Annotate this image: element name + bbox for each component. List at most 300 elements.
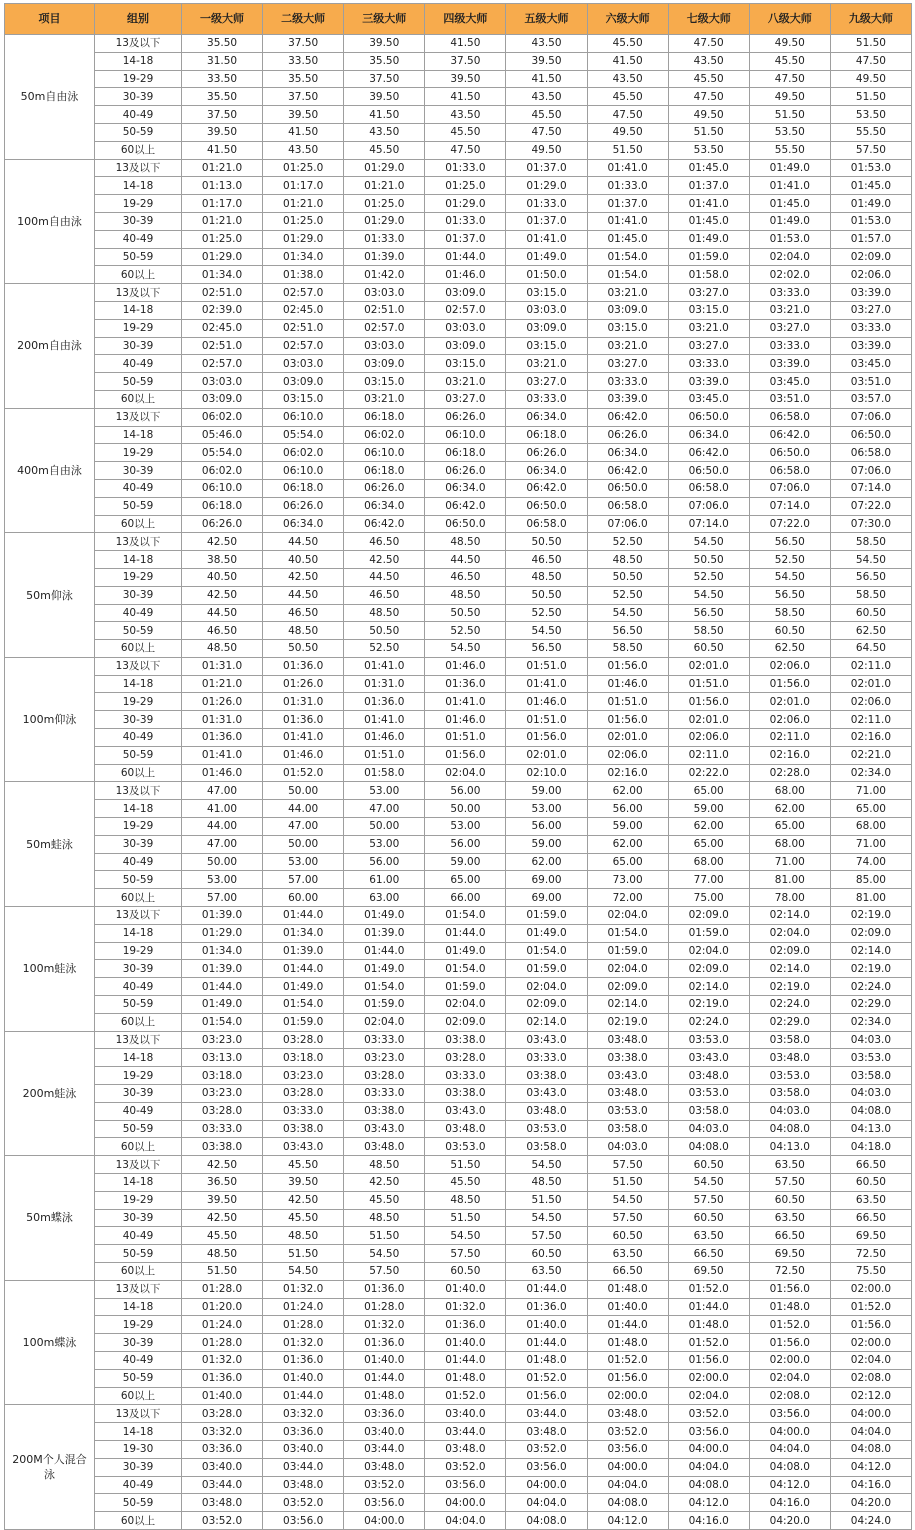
standard-time-cell: 57.50 bbox=[668, 1191, 749, 1209]
standard-time-cell: 39.50 bbox=[263, 1174, 344, 1192]
standard-time-cell: 06:26.0 bbox=[182, 515, 263, 533]
standard-time-cell: 06:02.0 bbox=[263, 444, 344, 462]
age-group-cell: 14-18 bbox=[95, 1049, 182, 1067]
standard-time-cell: 03:36.0 bbox=[263, 1423, 344, 1441]
standard-time-cell: 01:36.0 bbox=[506, 1298, 587, 1316]
standard-time-cell: 01:54.0 bbox=[425, 907, 506, 925]
age-group-cell: 60以上 bbox=[95, 889, 182, 907]
standard-time-cell: 62.00 bbox=[587, 835, 668, 853]
standard-time-cell: 03:27.0 bbox=[506, 373, 587, 391]
age-group-cell: 30-39 bbox=[95, 337, 182, 355]
standard-time-cell: 01:41.0 bbox=[182, 746, 263, 764]
standard-time-cell: 06:34.0 bbox=[587, 444, 668, 462]
standard-time-cell: 02:06.0 bbox=[668, 729, 749, 747]
age-group-cell: 40-49 bbox=[95, 729, 182, 747]
age-group-cell: 50-59 bbox=[95, 1245, 182, 1263]
standard-time-cell: 06:02.0 bbox=[182, 408, 263, 426]
header-level-8: 八级大师 bbox=[749, 4, 830, 35]
standard-time-cell: 01:41.0 bbox=[587, 159, 668, 177]
standard-time-cell: 01:56.0 bbox=[749, 1280, 830, 1298]
standard-time-cell: 42.50 bbox=[182, 1156, 263, 1174]
standard-time-cell: 01:33.0 bbox=[425, 159, 506, 177]
standard-time-cell: 02:06.0 bbox=[749, 711, 830, 729]
standard-time-cell: 41.50 bbox=[587, 52, 668, 70]
standard-time-cell: 03:48.0 bbox=[344, 1138, 425, 1156]
age-group-cell: 30-39 bbox=[95, 88, 182, 106]
standard-time-cell: 01:46.0 bbox=[182, 764, 263, 782]
age-group-cell: 50-59 bbox=[95, 746, 182, 764]
age-group-cell: 13及以下 bbox=[95, 35, 182, 53]
standard-time-cell: 35.50 bbox=[344, 52, 425, 70]
table-row bbox=[5, 1351, 912, 1369]
event-name-cell: 100m蛙泳 bbox=[5, 907, 95, 1032]
standard-time-cell: 47.00 bbox=[344, 800, 425, 818]
standard-time-cell: 01:49.0 bbox=[506, 248, 587, 266]
standard-time-cell: 06:42.0 bbox=[587, 462, 668, 480]
standard-time-cell: 01:42.0 bbox=[344, 266, 425, 284]
standard-time-cell: 02:04.0 bbox=[344, 1013, 425, 1031]
standard-time-cell: 04:03.0 bbox=[830, 1085, 911, 1103]
standard-time-cell: 02:21.0 bbox=[830, 746, 911, 764]
standard-time-cell: 02:57.0 bbox=[263, 337, 344, 355]
standard-time-cell: 03:27.0 bbox=[830, 301, 911, 319]
standard-time-cell: 53.00 bbox=[344, 835, 425, 853]
standard-time-cell: 01:20.0 bbox=[182, 1298, 263, 1316]
standard-time-cell: 47.50 bbox=[425, 141, 506, 159]
standard-time-cell: 02:08.0 bbox=[749, 1387, 830, 1405]
standard-time-cell: 63.50 bbox=[830, 1191, 911, 1209]
age-group-cell: 50-59 bbox=[95, 871, 182, 889]
standard-time-cell: 02:01.0 bbox=[749, 693, 830, 711]
standard-time-cell: 04:20.0 bbox=[830, 1494, 911, 1512]
table-row bbox=[5, 746, 912, 764]
standard-time-cell: 04:24.0 bbox=[830, 1512, 911, 1530]
standard-time-cell: 56.50 bbox=[749, 533, 830, 551]
standard-time-cell: 01:36.0 bbox=[182, 729, 263, 747]
age-group-cell: 30-39 bbox=[95, 835, 182, 853]
table-row bbox=[5, 123, 912, 141]
standard-time-cell: 52.50 bbox=[668, 568, 749, 586]
standard-time-cell: 06:18.0 bbox=[344, 408, 425, 426]
standard-time-cell: 06:58.0 bbox=[749, 408, 830, 426]
standard-time-cell: 01:52.0 bbox=[506, 1369, 587, 1387]
table-row bbox=[5, 195, 912, 213]
standard-time-cell: 01:39.0 bbox=[182, 960, 263, 978]
table-row bbox=[5, 408, 912, 426]
standard-time-cell: 51.50 bbox=[263, 1245, 344, 1263]
table-row bbox=[5, 640, 912, 658]
standard-time-cell: 03:27.0 bbox=[749, 319, 830, 337]
age-group-cell: 30-39 bbox=[95, 1085, 182, 1103]
standard-time-cell: 03:21.0 bbox=[587, 284, 668, 302]
standard-time-cell: 03:09.0 bbox=[344, 355, 425, 373]
standard-time-cell: 04:00.0 bbox=[425, 1494, 506, 1512]
standard-time-cell: 01:44.0 bbox=[263, 960, 344, 978]
age-group-cell: 19-29 bbox=[95, 195, 182, 213]
table-row bbox=[5, 1227, 912, 1245]
standard-time-cell: 58.50 bbox=[830, 586, 911, 604]
standard-time-cell: 01:51.0 bbox=[587, 693, 668, 711]
standard-time-cell: 03:09.0 bbox=[587, 301, 668, 319]
standard-time-cell: 02:29.0 bbox=[830, 996, 911, 1014]
standard-time-cell: 62.00 bbox=[587, 782, 668, 800]
standard-time-cell: 03:48.0 bbox=[668, 1067, 749, 1085]
standard-time-cell: 52.50 bbox=[749, 551, 830, 569]
table-row bbox=[5, 1138, 912, 1156]
standard-time-cell: 01:44.0 bbox=[425, 924, 506, 942]
standard-time-cell: 48.50 bbox=[263, 1227, 344, 1245]
standard-time-cell: 65.00 bbox=[668, 782, 749, 800]
standard-time-cell: 02:04.0 bbox=[668, 1387, 749, 1405]
standard-time-cell: 04:04.0 bbox=[425, 1512, 506, 1530]
standard-time-cell: 57.50 bbox=[344, 1262, 425, 1280]
standard-time-cell: 04:04.0 bbox=[749, 1440, 830, 1458]
standard-time-cell: 04:08.0 bbox=[668, 1476, 749, 1494]
standard-time-cell: 01:25.0 bbox=[263, 159, 344, 177]
standard-time-cell: 51.50 bbox=[425, 1209, 506, 1227]
standard-time-cell: 02:29.0 bbox=[749, 1013, 830, 1031]
event-name-cell: 100m仰泳 bbox=[5, 657, 95, 782]
standard-time-cell: 03:28.0 bbox=[182, 1405, 263, 1423]
standard-time-cell: 03:56.0 bbox=[506, 1458, 587, 1476]
standard-time-cell: 03:21.0 bbox=[344, 390, 425, 408]
standard-time-cell: 01:53.0 bbox=[830, 212, 911, 230]
event-name-cell: 200m自由泳 bbox=[5, 284, 95, 409]
standard-time-cell: 01:34.0 bbox=[263, 924, 344, 942]
standard-time-cell: 01:46.0 bbox=[587, 675, 668, 693]
standard-time-cell: 01:21.0 bbox=[344, 177, 425, 195]
age-group-cell: 19-29 bbox=[95, 319, 182, 337]
standard-time-cell: 03:38.0 bbox=[425, 1031, 506, 1049]
standard-time-cell: 03:40.0 bbox=[344, 1423, 425, 1441]
standard-time-cell: 57.50 bbox=[587, 1156, 668, 1174]
table-row bbox=[5, 533, 912, 551]
age-group-cell: 30-39 bbox=[95, 960, 182, 978]
standard-time-cell: 01:59.0 bbox=[344, 996, 425, 1014]
standard-time-cell: 02:14.0 bbox=[749, 960, 830, 978]
standard-time-cell: 04:04.0 bbox=[830, 1423, 911, 1441]
table-row bbox=[5, 106, 912, 124]
table-row bbox=[5, 782, 912, 800]
standard-time-cell: 03:52.0 bbox=[425, 1458, 506, 1476]
age-group-cell: 40-49 bbox=[95, 604, 182, 622]
standard-time-cell: 44.50 bbox=[344, 568, 425, 586]
standard-time-cell: 33.50 bbox=[182, 70, 263, 88]
standard-time-cell: 51.50 bbox=[182, 1262, 263, 1280]
standard-time-cell: 01:54.0 bbox=[344, 978, 425, 996]
standard-time-cell: 50.50 bbox=[263, 640, 344, 658]
standard-time-cell: 45.50 bbox=[263, 1209, 344, 1227]
standard-time-cell: 01:48.0 bbox=[749, 1298, 830, 1316]
event-name-cell: 100m自由泳 bbox=[5, 159, 95, 284]
standard-time-cell: 44.00 bbox=[263, 800, 344, 818]
standard-time-cell: 02:01.0 bbox=[587, 729, 668, 747]
standard-time-cell: 31.50 bbox=[182, 52, 263, 70]
standard-time-cell: 01:36.0 bbox=[344, 1280, 425, 1298]
standard-time-cell: 03:43.0 bbox=[506, 1031, 587, 1049]
standard-time-cell: 04:03.0 bbox=[830, 1031, 911, 1049]
standard-time-cell: 02:51.0 bbox=[182, 284, 263, 302]
table-row bbox=[5, 301, 912, 319]
standard-time-cell: 47.00 bbox=[182, 782, 263, 800]
age-group-cell: 60以上 bbox=[95, 515, 182, 533]
standard-time-cell: 03:56.0 bbox=[749, 1405, 830, 1423]
standard-time-cell: 02:14.0 bbox=[749, 907, 830, 925]
standard-time-cell: 01:46.0 bbox=[425, 657, 506, 675]
standard-time-cell: 42.50 bbox=[182, 1209, 263, 1227]
standard-time-cell: 06:42.0 bbox=[587, 408, 668, 426]
standard-time-cell: 03:15.0 bbox=[668, 301, 749, 319]
standard-time-cell: 01:39.0 bbox=[344, 924, 425, 942]
standard-time-cell: 01:48.0 bbox=[344, 1387, 425, 1405]
standard-time-cell: 62.50 bbox=[830, 622, 911, 640]
standard-time-cell: 43.50 bbox=[587, 70, 668, 88]
standard-time-cell: 69.50 bbox=[668, 1262, 749, 1280]
standard-time-cell: 03:53.0 bbox=[506, 1120, 587, 1138]
standard-time-cell: 03:39.0 bbox=[749, 355, 830, 373]
standard-time-cell: 01:13.0 bbox=[182, 177, 263, 195]
standard-time-cell: 41.50 bbox=[344, 106, 425, 124]
standard-time-cell: 04:04.0 bbox=[668, 1458, 749, 1476]
standard-time-cell: 46.50 bbox=[506, 551, 587, 569]
standard-time-cell: 69.50 bbox=[749, 1245, 830, 1263]
standard-time-cell: 01:49.0 bbox=[668, 230, 749, 248]
standard-time-cell: 03:23.0 bbox=[182, 1085, 263, 1103]
standard-time-cell: 01:37.0 bbox=[506, 212, 587, 230]
table-row bbox=[5, 1067, 912, 1085]
standard-time-cell: 03:48.0 bbox=[344, 1458, 425, 1476]
standard-time-cell: 47.00 bbox=[263, 818, 344, 836]
standard-time-cell: 68.00 bbox=[749, 835, 830, 853]
standard-time-cell: 56.50 bbox=[749, 586, 830, 604]
standard-time-cell: 03:28.0 bbox=[425, 1049, 506, 1067]
age-group-cell: 40-49 bbox=[95, 230, 182, 248]
table-row bbox=[5, 284, 912, 302]
standard-time-cell: 01:52.0 bbox=[668, 1280, 749, 1298]
standard-time-cell: 42.50 bbox=[344, 551, 425, 569]
standard-time-cell: 01:48.0 bbox=[587, 1334, 668, 1352]
standard-time-cell: 03:38.0 bbox=[182, 1138, 263, 1156]
standard-time-cell: 57.50 bbox=[587, 1209, 668, 1227]
standard-time-cell: 06:34.0 bbox=[263, 515, 344, 533]
standard-time-cell: 06:26.0 bbox=[425, 462, 506, 480]
standard-time-cell: 03:15.0 bbox=[587, 319, 668, 337]
standard-time-cell: 62.50 bbox=[749, 640, 830, 658]
age-group-cell: 13及以下 bbox=[95, 1405, 182, 1423]
age-group-cell: 19-29 bbox=[95, 693, 182, 711]
age-group-cell: 60以上 bbox=[95, 1512, 182, 1530]
standard-time-cell: 45.50 bbox=[425, 1174, 506, 1192]
standard-time-cell: 46.50 bbox=[425, 568, 506, 586]
standard-time-cell: 01:56.0 bbox=[587, 711, 668, 729]
header-level-4: 四级大师 bbox=[425, 4, 506, 35]
standard-time-cell: 54.50 bbox=[668, 533, 749, 551]
standard-time-cell: 04:08.0 bbox=[668, 1138, 749, 1156]
standard-time-cell: 03:27.0 bbox=[425, 390, 506, 408]
standard-time-cell: 01:28.0 bbox=[182, 1334, 263, 1352]
standard-time-cell: 03:27.0 bbox=[668, 337, 749, 355]
standard-time-cell: 03:58.0 bbox=[830, 1067, 911, 1085]
standard-time-cell: 01:33.0 bbox=[344, 230, 425, 248]
age-group-cell: 60以上 bbox=[95, 266, 182, 284]
standard-time-cell: 06:50.0 bbox=[668, 462, 749, 480]
standard-time-cell: 06:34.0 bbox=[668, 426, 749, 444]
standard-time-cell: 07:14.0 bbox=[668, 515, 749, 533]
standard-time-cell: 01:44.0 bbox=[425, 248, 506, 266]
standard-time-cell: 02:04.0 bbox=[668, 942, 749, 960]
table-row bbox=[5, 871, 912, 889]
standard-time-cell: 02:04.0 bbox=[749, 924, 830, 942]
standard-time-cell: 03:28.0 bbox=[344, 1067, 425, 1085]
age-group-cell: 40-49 bbox=[95, 1351, 182, 1369]
table-row bbox=[5, 1102, 912, 1120]
standard-time-cell: 37.50 bbox=[425, 52, 506, 70]
standard-time-cell: 03:43.0 bbox=[425, 1102, 506, 1120]
standard-time-cell: 01:48.0 bbox=[587, 1280, 668, 1298]
table-row bbox=[5, 551, 912, 569]
standard-time-cell: 57.50 bbox=[506, 1227, 587, 1245]
standard-time-cell: 02:34.0 bbox=[830, 764, 911, 782]
table-row bbox=[5, 88, 912, 106]
standard-time-cell: 03:56.0 bbox=[263, 1512, 344, 1530]
standard-time-cell: 02:14.0 bbox=[587, 996, 668, 1014]
standard-time-cell: 53.00 bbox=[506, 800, 587, 818]
standard-time-cell: 04:00.0 bbox=[830, 1405, 911, 1423]
standard-time-cell: 06:58.0 bbox=[587, 497, 668, 515]
standard-time-cell: 01:29.0 bbox=[344, 159, 425, 177]
table-row bbox=[5, 1334, 912, 1352]
standard-time-cell: 01:58.0 bbox=[668, 266, 749, 284]
age-group-cell: 40-49 bbox=[95, 978, 182, 996]
age-group-cell: 50-59 bbox=[95, 996, 182, 1014]
standard-time-cell: 51.50 bbox=[344, 1227, 425, 1245]
standard-time-cell: 52.50 bbox=[344, 640, 425, 658]
standard-time-cell: 66.50 bbox=[830, 1209, 911, 1227]
standard-time-cell: 03:48.0 bbox=[263, 1476, 344, 1494]
standard-time-cell: 46.50 bbox=[344, 533, 425, 551]
standard-time-cell: 59.00 bbox=[506, 835, 587, 853]
standard-time-cell: 53.50 bbox=[830, 106, 911, 124]
standard-time-cell: 73.00 bbox=[587, 871, 668, 889]
standard-time-cell: 45.50 bbox=[344, 1191, 425, 1209]
standard-time-cell: 03:53.0 bbox=[425, 1138, 506, 1156]
standard-time-cell: 01:49.0 bbox=[344, 960, 425, 978]
standard-time-cell: 01:49.0 bbox=[749, 159, 830, 177]
standard-time-cell: 45.50 bbox=[344, 141, 425, 159]
standard-time-cell: 02:04.0 bbox=[425, 996, 506, 1014]
standard-time-cell: 03:38.0 bbox=[587, 1049, 668, 1067]
standard-time-cell: 06:10.0 bbox=[263, 408, 344, 426]
standard-time-cell: 03:56.0 bbox=[425, 1476, 506, 1494]
standard-time-cell: 01:44.0 bbox=[587, 1316, 668, 1334]
standard-time-cell: 03:28.0 bbox=[263, 1031, 344, 1049]
standard-time-cell: 02:14.0 bbox=[668, 978, 749, 996]
age-group-cell: 13及以下 bbox=[95, 284, 182, 302]
standard-time-cell: 01:34.0 bbox=[263, 248, 344, 266]
event-name-cell: 50m仰泳 bbox=[5, 533, 95, 658]
standard-time-cell: 50.00 bbox=[425, 800, 506, 818]
standard-time-cell: 44.50 bbox=[425, 551, 506, 569]
standard-time-cell: 45.50 bbox=[587, 35, 668, 53]
standard-time-cell: 02:11.0 bbox=[830, 711, 911, 729]
table-row bbox=[5, 586, 912, 604]
standard-time-cell: 01:49.0 bbox=[506, 924, 587, 942]
standard-time-cell: 53.50 bbox=[668, 141, 749, 159]
age-group-cell: 19-29 bbox=[95, 1191, 182, 1209]
standard-time-cell: 03:40.0 bbox=[263, 1440, 344, 1458]
standard-time-cell: 03:09.0 bbox=[425, 284, 506, 302]
standard-time-cell: 03:15.0 bbox=[263, 390, 344, 408]
standard-time-cell: 72.50 bbox=[830, 1245, 911, 1263]
standard-time-cell: 56.00 bbox=[425, 835, 506, 853]
standard-time-cell: 02:04.0 bbox=[830, 1351, 911, 1369]
standard-time-cell: 01:52.0 bbox=[263, 764, 344, 782]
standard-time-cell: 01:41.0 bbox=[749, 177, 830, 195]
standard-time-cell: 04:08.0 bbox=[749, 1120, 830, 1138]
standard-time-cell: 01:59.0 bbox=[587, 942, 668, 960]
standard-time-cell: 02:19.0 bbox=[587, 1013, 668, 1031]
standard-time-cell: 01:21.0 bbox=[263, 195, 344, 213]
standard-time-cell: 75.00 bbox=[668, 889, 749, 907]
standard-time-cell: 44.00 bbox=[182, 818, 263, 836]
standard-time-cell: 03:38.0 bbox=[425, 1085, 506, 1103]
header-level-7: 七级大师 bbox=[668, 4, 749, 35]
standard-time-cell: 04:08.0 bbox=[830, 1102, 911, 1120]
standard-time-cell: 03:51.0 bbox=[749, 390, 830, 408]
standard-time-cell: 56.00 bbox=[506, 818, 587, 836]
standard-time-cell: 03:03.0 bbox=[263, 355, 344, 373]
standard-time-cell: 06:18.0 bbox=[506, 426, 587, 444]
standard-time-cell: 01:49.0 bbox=[830, 195, 911, 213]
standard-time-cell: 37.50 bbox=[344, 70, 425, 88]
standard-time-cell: 39.50 bbox=[506, 52, 587, 70]
standard-time-cell: 03:58.0 bbox=[749, 1085, 830, 1103]
standard-time-cell: 01:51.0 bbox=[506, 711, 587, 729]
standard-time-cell: 62.00 bbox=[668, 818, 749, 836]
standard-time-cell: 01:40.0 bbox=[425, 1280, 506, 1298]
standard-time-cell: 02:19.0 bbox=[830, 960, 911, 978]
standard-time-cell: 49.50 bbox=[749, 35, 830, 53]
standard-time-cell: 06:18.0 bbox=[263, 479, 344, 497]
table-row bbox=[5, 479, 912, 497]
standard-time-cell: 03:36.0 bbox=[344, 1405, 425, 1423]
standard-time-cell: 47.50 bbox=[668, 35, 749, 53]
standard-time-cell: 01:41.0 bbox=[506, 230, 587, 248]
standard-time-cell: 01:25.0 bbox=[263, 212, 344, 230]
standard-time-cell: 03:15.0 bbox=[506, 284, 587, 302]
standard-time-cell: 55.50 bbox=[749, 141, 830, 159]
age-group-cell: 13及以下 bbox=[95, 533, 182, 551]
standard-time-cell: 66.50 bbox=[668, 1245, 749, 1263]
standard-time-cell: 01:40.0 bbox=[587, 1298, 668, 1316]
standard-time-cell: 03:43.0 bbox=[506, 1085, 587, 1103]
standard-time-cell: 03:33.0 bbox=[182, 1120, 263, 1138]
standard-time-cell: 01:57.0 bbox=[830, 230, 911, 248]
standard-time-cell: 06:50.0 bbox=[830, 426, 911, 444]
standard-time-cell: 01:51.0 bbox=[425, 729, 506, 747]
standard-time-cell: 04:13.0 bbox=[830, 1120, 911, 1138]
table-row bbox=[5, 604, 912, 622]
standard-time-cell: 03:03.0 bbox=[344, 337, 425, 355]
standard-time-cell: 35.50 bbox=[182, 88, 263, 106]
standard-time-cell: 49.50 bbox=[668, 106, 749, 124]
standard-time-cell: 03:44.0 bbox=[506, 1405, 587, 1423]
standard-time-cell: 02:12.0 bbox=[830, 1387, 911, 1405]
standard-time-cell: 03:33.0 bbox=[506, 1049, 587, 1067]
standard-time-cell: 49.50 bbox=[749, 88, 830, 106]
standard-time-cell: 02:51.0 bbox=[182, 337, 263, 355]
age-group-cell: 40-49 bbox=[95, 479, 182, 497]
